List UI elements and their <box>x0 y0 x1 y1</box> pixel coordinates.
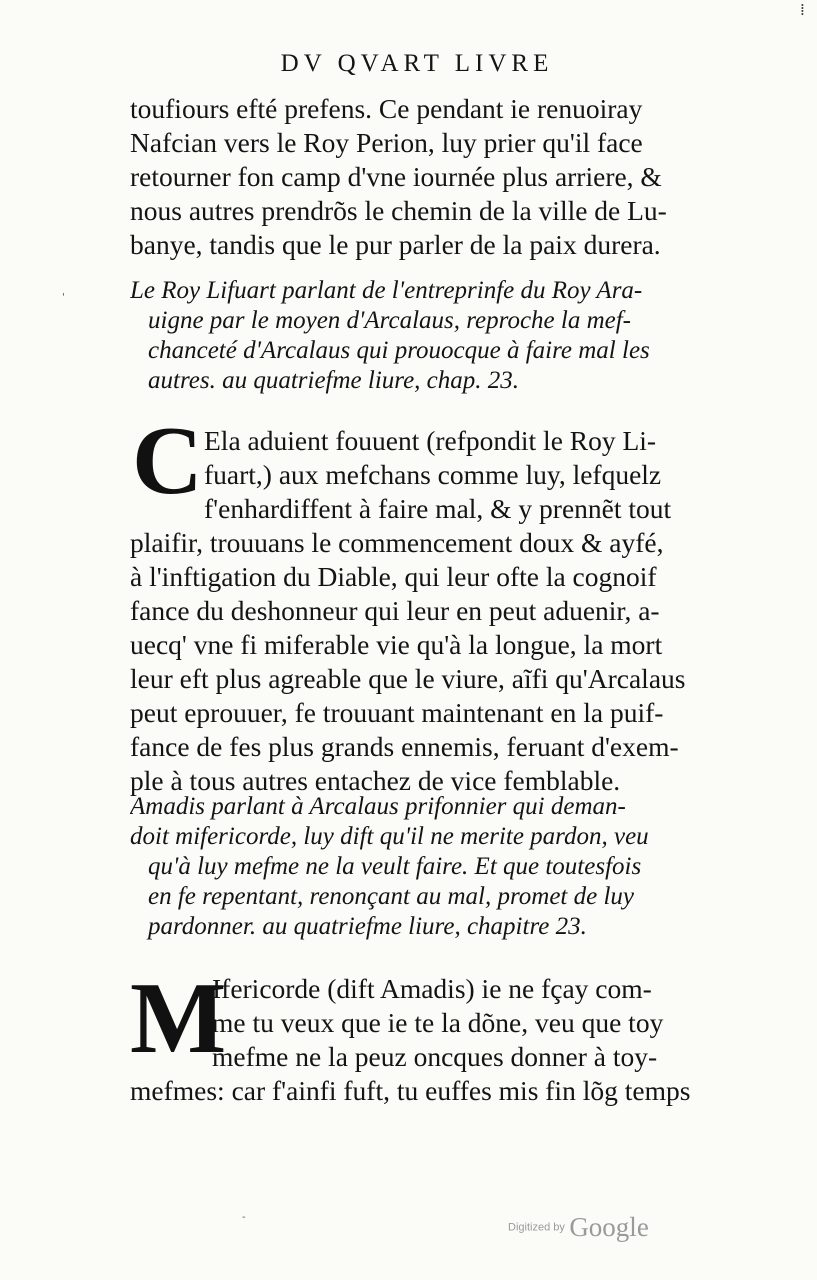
drop-cap: C <box>132 407 203 515</box>
text-line: ple à tous autres entachez de vice femblable. <box>130 765 621 796</box>
text-line: Ela aduient fouuent (refpondit le Roy Li- <box>204 425 657 456</box>
corner-mark: ⁞ <box>799 0 805 19</box>
text-line: à l'inftigation du Diable, qui leur ofte la cognoif <box>130 561 657 592</box>
text-line: nous autres prendrõs le chemin de la ville de Lu- <box>130 195 667 226</box>
rubric-line: pardonner. au quatriefme liure, chapitre 23. <box>148 913 587 940</box>
text-line: mefme ne la peuz oncques donner à toy- <box>212 1041 658 1072</box>
text-line: leur eft plus agreable que le viure, aĩfi qu'Arcalaus <box>130 663 686 694</box>
watermark-prefix: Digitized by <box>508 1221 565 1234</box>
ink-speck: - <box>242 1212 246 1223</box>
google-logo: Google <box>569 1212 649 1242</box>
paragraph-1 <box>130 92 730 262</box>
text-line: Nafcian vers le Roy Perion, luy prier qu'il face <box>130 127 643 158</box>
rubric-line: qu'à luy mefme ne la veult faire. Et que toutesfois <box>148 853 642 880</box>
rubric-line: uigne par le moyen d'Arcalaus, reproche la mef- <box>148 307 632 334</box>
rubric-line: Le Roy Lifuart parlant de l'entreprinfe du Roy Ara- <box>130 277 643 304</box>
digitized-watermark <box>508 1212 649 1243</box>
drop-cap: M <box>130 962 227 1075</box>
rubric-line: chanceté d'Arcalaus qui prouocque à faire mal les <box>148 337 650 364</box>
text-line: plaifir, trouuans le commencement doux & ayfé, <box>130 527 664 558</box>
text-line: me tu veux que ie te la dõne, veu que toy <box>212 1007 664 1038</box>
text-line: uecq' vne fi miferable vie qu'à la longue, la mort <box>130 629 663 660</box>
text-line: fance du deshonneur qui leur en peut aduenir, a- <box>130 595 660 626</box>
rubric-line: doit mifericorde, luy dift qu'il ne merite pardon, veu <box>130 823 649 850</box>
rubric-2 <box>130 792 730 942</box>
rubric-line: Amadis parlant à Arcalaus prifonnier qui deman- <box>130 793 626 820</box>
text-line: f'enhardiffent à faire mal, & y prennẽt tout <box>204 493 672 524</box>
text-line: banye, tandis que le pur parler de la paix durera. <box>130 229 661 260</box>
rubric-1 <box>130 276 730 396</box>
ink-speck: ' <box>62 292 65 303</box>
rubric-line: en fe repentant, renonçant au mal, promet de luy <box>148 883 634 910</box>
text-line: Ifericorde (dift Amadis) ie ne fçay com- <box>212 973 652 1004</box>
rubric-line: autres. au quatriefme liure, chap. 23. <box>148 367 520 394</box>
running-title: DV QVART LIVRE <box>280 50 554 77</box>
text-line: fuart,) aux mefchans comme luy, lefquelz <box>204 459 662 490</box>
text-line: mefmes: car f'ainfi fuft, tu euffes mis fin lõg temps <box>130 1075 691 1106</box>
text-line: peut eprouuer, fe trouuant maintenant en la puif- <box>130 697 664 728</box>
text-line: fance de fes plus grands ennemis, feruant d'exem- <box>130 731 679 762</box>
text-line: toufiours efté prefens. Ce pendant ie renuoiray <box>130 93 643 124</box>
paragraph-3 <box>130 972 730 1108</box>
paragraph-2 <box>130 424 730 798</box>
text-line: retourner fon camp d'vne iournée plus arriere, & <box>130 161 662 192</box>
